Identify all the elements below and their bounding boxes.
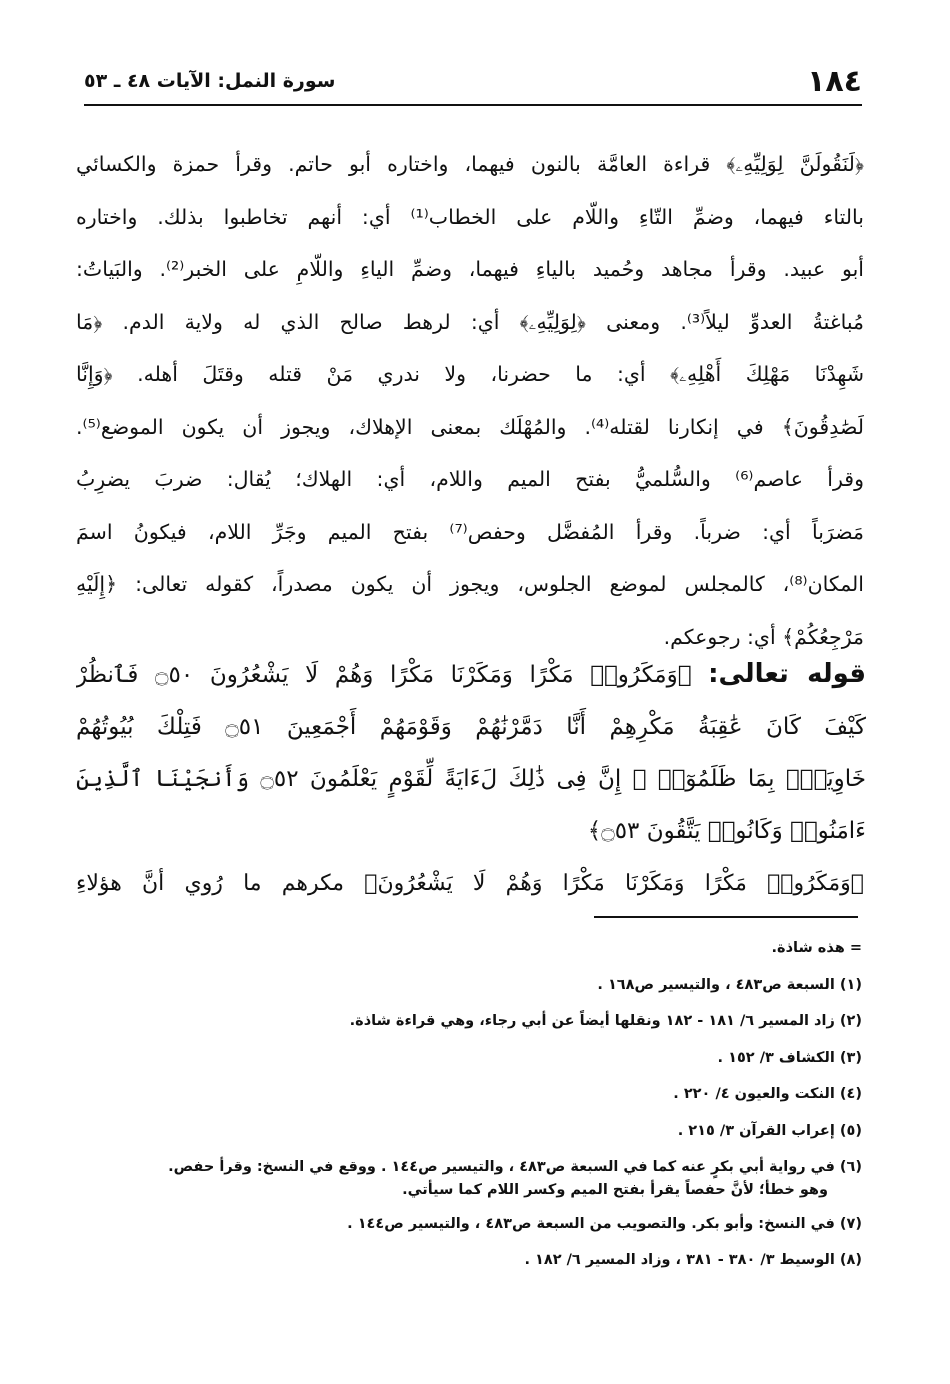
footnote-continuation: وهو خطأ؛ لأنَّ حفصاً يقرأ بفتح الميم وكسر اللام كما سيأتي. — [402, 1181, 828, 1198]
quran-line: كَيْفَ كَانَ عَٰقِبَةُ مَكْرِهِمْ أَنَّا دَمَّرْنَٰهُمْ وَقَوْمَهُمْ أَجْمَعِينَ ۝٥١ فَتِلْكَ بُيُوتُهُمْ — [76, 714, 866, 740]
body-line: وقرأ عاصم⁽⁶⁾ والسُّلميُّ بفتح الميم واللام، أي: الهلاك؛ يُقال: ضربَ يضرِبُ — [76, 467, 864, 491]
body-line: مَضرَباً أي: ضرباً. وقرأ المُفضَّل وحفص⁽⁷⁾ بفتح الميم وجَرِّ اللام، فيكونُ اسمَ — [76, 519, 864, 544]
footnote: = هذه شاذة. — [771, 940, 862, 956]
footnote: (٨) الوسيط ٣/ ٣٨٠ - ٣٨١ ، وزاد المسير ٦/ ١٨٢ . — [524, 1252, 862, 1268]
quran-line — [76, 648, 866, 701]
body-line: بالتاء فيهما، وضمِّ التّاءِ واللّام على الخطاب⁽¹⁾ أي: أنهم تخاطبوا بذلك. واختاره — [76, 204, 864, 229]
footnote: (٥) إعراب القرآن ٣/ ٢١٥ . — [677, 1122, 862, 1139]
body-line: مَرْجِعُكُمْ﴾ أي: رجوعكم. — [663, 624, 864, 649]
commentary-line: ﴿وَمَكَرُوا۟ مَكْرًا وَمَكَرْنَا مَكْرًا وَهُمْ لَا يَشْعُرُونَ﴾ مكرهم ما رُوي أنَّ هؤلاءِ — [76, 871, 864, 896]
footnote: (١) السبعة ص٤٨٣ ، والتيسير ص١٦٨ . — [597, 976, 862, 993]
body-line: ﴿لَنَقُولَنَّ لِوَلِيِّهِۦ﴾ قراءة العامَّة بالنون فيهما، واختاره أبو حاتم. وقرأ حمزة والكسائي — [76, 152, 864, 176]
footnote: (٤) النكت والعيون ٤/ ٢٢٠ . — [673, 1086, 862, 1102]
body-text — [76, 138, 864, 663]
page-number: ١٨٤ — [807, 64, 862, 99]
running-header — [84, 60, 862, 106]
footnote-separator — [594, 916, 858, 918]
running-title: سورة النمل: الآيات ٤٨ ـ ٥٣ — [84, 70, 336, 92]
body-line: شَهِدْنَا مَهْلِكَ أَهْلِهِۦ﴾ أي: ما حضرنا، ولا ندري مَنْ قتله وقتَلَ أهله. ﴿وَإِنَّا — [76, 362, 864, 386]
quran-verse-text: ﴿وَمَكَرُوا۟ مَكْرًا وَمَكَرْنَا مَكْرًا وَهُمْ لَا يَشْعُرُونَ ۝٥٠ فَٱنظُرْ — [76, 662, 692, 688]
footnotes — [76, 930, 862, 1279]
body-line: لَصَٰدِقُونَ﴾ في إنكارنا لقتله⁽⁴⁾. والمُهْلَك بمعنى الإهلاك، ويجوز أن يكون الموضع⁽⁵⁾. — [76, 414, 864, 439]
body-line: أبو عبيد. وقرأ مجاهد وحُميد بالياءِ فيهما، وضمِّ الياءِ واللّامِ على الخبر⁽²⁾. والبَياتُ: — [76, 257, 864, 281]
quran-line: ءَامَنُوا۟ وَكَانُوا۟ يَتَّقُونَ ۝٥٣﴾ — [587, 818, 866, 844]
footnote: (٣) الكشاف ٣/ ١٥٢ . — [717, 1049, 862, 1066]
footnote: (٦) في رواية أبي بكرٍ عنه كما في السبعة ص٤٨٣ ، والتيسير ص١٤٤ . ووقع في النسخ: وقرأ حفص. — [168, 1159, 862, 1175]
footnote: (٢) زاد المسير ٦/ ١٨١ - ١٨٢ ونقلها أيضاً عن أبي رجاء، وهي قراءة شاذة. — [349, 1013, 862, 1029]
body-line: مُباغتةُ العدوِّ ليلاً⁽³⁾. ومعنى ﴿لِوَلِيِّهِۦ﴾ أي: لرهط صالح الذي له ولاية الدم. ﴿مَا — [76, 309, 864, 334]
quran-lead: قوله تعالى: — [708, 659, 866, 689]
footnote: (٧) في النسخ: وأبو بكر. والتصويب من السبعة ص٤٨٣ ، والتيسير ص١٤٤ . — [347, 1215, 862, 1232]
quran-passage — [76, 648, 866, 857]
quran-line: خَاوِيَةًۢ بِمَا ظَلَمُوٓا۟ ۚ إِنَّ فِى ذَٰلِكَ لَءَايَةً لِّقَوْمٍ يَعْلَمُونَ ۝٥٢ وَأَنجَيْنَا ٱلَّذِينَ — [76, 766, 866, 792]
body-line: المكان⁽⁸⁾، كالمجلس لموضع الجلوس، ويجوز أن يكون مصدراً، كقوله تعالى: ﴿إِلَيْهِ — [76, 572, 864, 596]
